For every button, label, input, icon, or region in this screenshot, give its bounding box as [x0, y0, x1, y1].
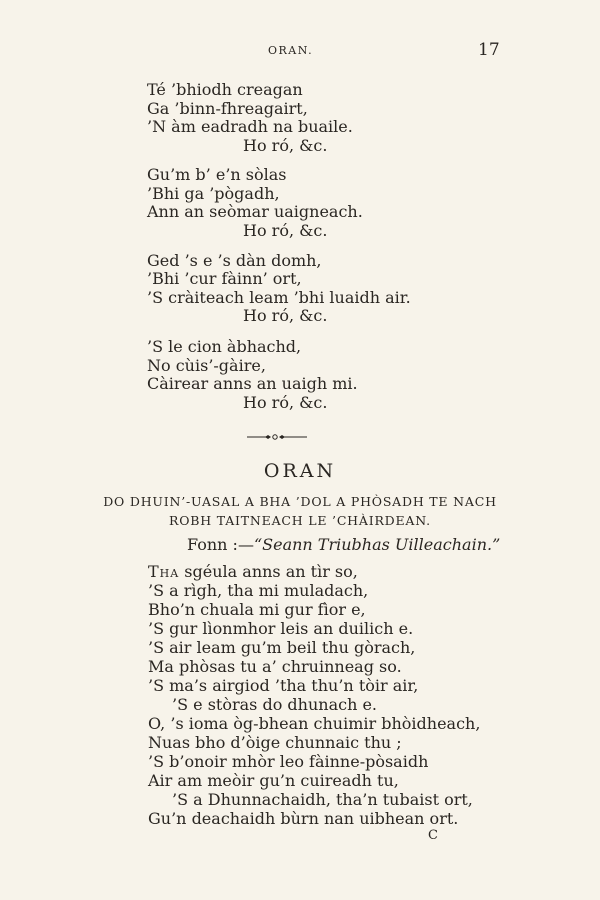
song-title: ORAN: [263, 460, 337, 482]
tune-line: [187, 535, 500, 554]
page-number: 17: [478, 40, 500, 60]
verse-line: Càirear anns an uaigh mi.: [147, 374, 358, 393]
refrain-line: Ho ró, &c.: [243, 221, 328, 240]
verse-line: ’S a Dhunnachaidh, tha’n tubaist ort,: [172, 790, 473, 809]
verse-line: ’S b’onoir mhòr leo fàinne-pòsaidh: [148, 752, 429, 771]
running-title: ORAN.: [268, 44, 314, 57]
verse-line: No cùis’-gàire,: [147, 356, 266, 375]
verse-line: ’S gur lìonmhor leis an duilich e.: [148, 619, 414, 638]
tune-name: “Seann Triubhas Uilleachain.”: [253, 535, 501, 554]
verse-text: sgéula anns an tìr so,: [179, 562, 358, 581]
verse-line: Gu’m b’ e’n sòlas: [147, 165, 287, 184]
refrain-line: Ho ró, &c.: [243, 306, 328, 325]
first-word: Tha: [148, 562, 180, 581]
verse-line: Ma phòsas tu a’ chruinneag so.: [148, 657, 402, 676]
verse-line: Bho’n chuala mi gur fìor e,: [148, 600, 366, 619]
verse-line: ’N àm eadradh na buaile.: [147, 117, 353, 136]
tune-label: Fonn: [187, 535, 228, 554]
verse-line: ’Bhi ’cur fàinn’ ort,: [147, 269, 302, 288]
verse-line: ’S le cion àbhachd,: [147, 337, 302, 356]
song-subtitle: ROBH TAITNEACH LE ’CHÀIRDEAN.: [169, 513, 431, 528]
refrain-line: Ho ró, &c.: [243, 136, 328, 155]
verse-line: ’S e stòras do dhunach e.: [172, 695, 378, 714]
verse-line: Gu’n deachaidh bùrn nan uibhean ort.: [148, 809, 459, 828]
verse-line: ’Bhi ga ’pògadh,: [147, 184, 280, 203]
verse-line: Air am meòir gu’n cuireadh tu,: [148, 771, 399, 790]
verse-line: Nuas bho d’òige chunnaic thu ;: [148, 733, 402, 752]
verse-line: O, ’s ioma òg-bhean chuimir bhòidheach,: [148, 714, 481, 733]
song-subtitle: DO DHUIN’-UASAL A BHA ’DOL A PHÒSADH TE NACH: [103, 494, 497, 509]
verse-line: Té ’bhiodh creagan: [147, 80, 303, 99]
verse-line: ’S air leam gu’m beil thu gòrach,: [148, 638, 416, 657]
verse-line: [148, 563, 358, 581]
refrain-line: Ho ró, &c.: [243, 393, 328, 412]
verse-line: ’S cràiteach leam ’bhi luaidh air.: [147, 288, 411, 307]
verse-line: Ga ’binn-fhreagairt,: [147, 99, 308, 118]
ornament-divider: [247, 432, 307, 442]
tune-dash: :—: [227, 535, 254, 554]
gathering-signature: C: [428, 828, 438, 843]
verse-line: ’S ma’s airgiod ’tha thu’n tòir air,: [148, 676, 419, 695]
verse-line: ’S a rìgh, tha mi muladach,: [148, 581, 369, 600]
verse-line: Ann an seòmar uaigneach.: [147, 202, 363, 221]
verse-line: Ged ’s e ’s dàn domh,: [147, 251, 322, 270]
